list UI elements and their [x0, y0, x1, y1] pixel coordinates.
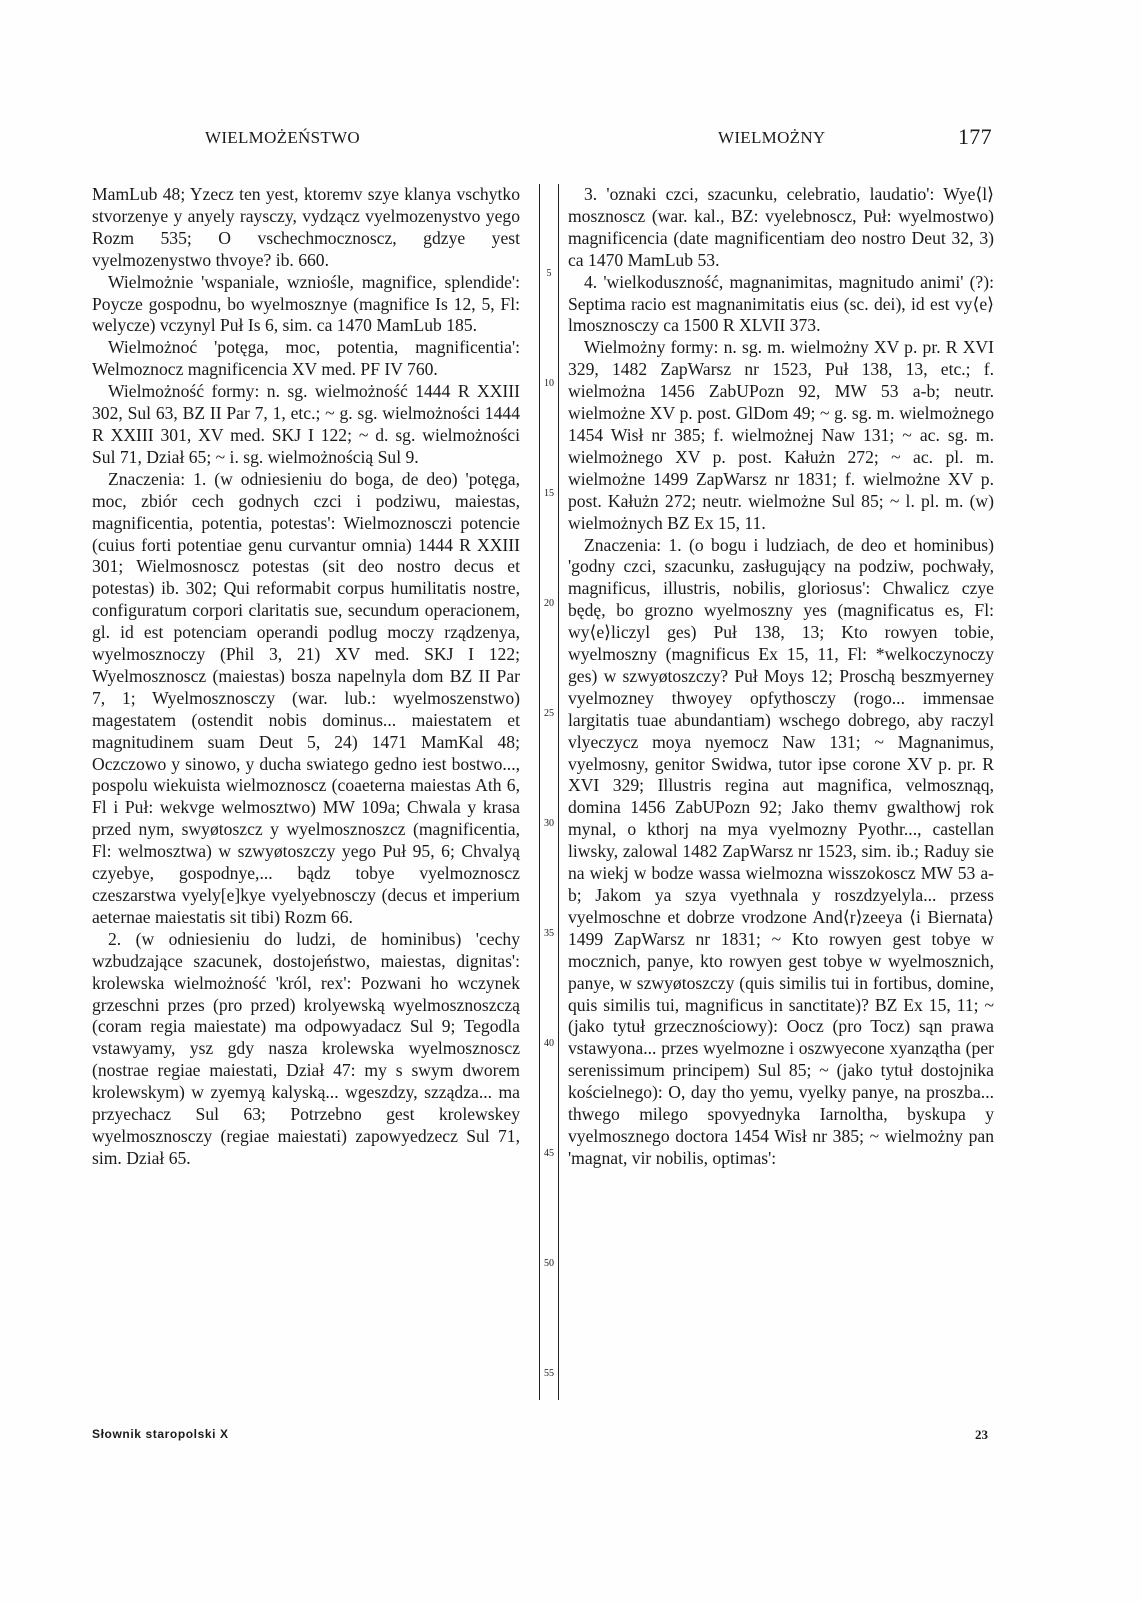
footer-title: Słownik staropolski X [92, 1427, 229, 1441]
entry-continuation: MamLub 48; Yzecz ten yest, ktoremv szye klanya vschytko stvorzenye y anyely raysczy, vydząсz vyelmozenystvo yego Rozm 535; O vschechmocznoscz, gdzye yest vyelmozenystwo thvoye? ib. 660. [92, 184, 520, 270]
entry-wielmoznosc-meaning-3: 3. 'oznaki czci, szacunku, celebratio, laudatio': Wye⟨l⟩mosznoscz (war. kal., BZ: vyelebnoscz, Puł: wyelmostwo) magnificencia (date magnificentiam deo nostro Deut 32, 3) ca 1470 MamLub 53. [568, 184, 994, 270]
line-number: 45 [540, 1148, 558, 1159]
entry-wielmozny-forms: Wielmożny formy: n. sg. m. wielmożny XV p. pr. R XVI 329, 1482 ZapWarsz nr 1523, Puł 138, 13, etc.; f. wielmożna 1456 ZabUPozn 92, MW 53 a-b; neutr. wielmożne XV p. post. GlDom 49; ~ g. sg. m. wielmożnego 1454 Wisł nr 385; f. wielmożnej Naw 131; ~ ac. sg. m. wielmożnego XV p. post. Kałużn 272; ~ ac. pl. m. wielmożne 1499 ZapWarsz nr 1831; f. wielmożne XV p. post. Kałużn 272; neutr. wielmożne Sul 85; ~ l. pl. m. (w) wielmożnych BZ Ex 15, 11. [568, 337, 994, 533]
signature-mark: 23 [975, 1427, 988, 1442]
running-head-right: WIELMOŻNY [718, 128, 826, 147]
entry-wielmoznosc-forms: Wielmożność formy: n. sg. wielmożność 1444 R XXIII 302, Sul 63, BZ II Par 7, 1, etc.; ~ g. sg. wielmożności 1444 R XXIII 301, XV med. SKJ I 122; ~ d. sg. wielmożności Sul 71, Dział 65; ~ i. sg. wielmożnością Sul 9. [92, 381, 520, 467]
line-number: 10 [540, 378, 558, 389]
line-number: 15 [540, 488, 558, 499]
right-column [568, 184, 994, 1170]
line-number: 35 [540, 928, 558, 939]
column-rule-right [558, 184, 559, 1400]
left-column [92, 184, 520, 1170]
entry-wielmoznoc: Wielmożnoć 'potęga, moc, potentia, magnificentia': Welmoznocz magnificencia XV med. PF IV 760. [92, 337, 520, 380]
line-number: 25 [540, 708, 558, 719]
line-number: 40 [540, 1038, 558, 1049]
entry-wielmoznosc-meaning-4: 4. 'wielkoduszność, magnanimitas, magnitudo animi' (?): Septima racio est magnanimitatis eius (sc. dei), id est vy⟨e⟩lmosznosczy ca 1500 R XLVII 373. [568, 271, 994, 336]
entry-wielmozny-meaning-1: Znaczenia: 1. (o bogu i ludziach, de deo et hominibus) 'godny czci, szacunku, zasługujący na podziw, pochwały, magnificus, illustris, nobilis, gloriosus': Chwalicz czye będę, bo grozno wyelmoszny yes (magnificatus es, Fl: wy⟨e⟩liczyl ges) Puł 138, 13; Kto rowyen tobie, wyelmoszny (magnificus Ex 15, 11, Fl: *welkoczynoczy ges) w szwyøtoszczy? Puł Moys 12; Proschą beszmyerney vyelmozney thwoyey opfythosczy (rogo... immensae largitatis tuae abundantiam) wschego dobrego, aby raczyl vlyeczycz moya nyemocz Naw 131; ~ Magnanimus, vyelmosny, genitor Swidwa, tutor ipse corone XV p. pr. R XVI 329; Illustris regina aut magnifica, velmosznąq, domina 1456 ZabUPozn 92; Jako themv gwalthowj rok mynal, o kthorj na mya vyelmozny Pyothr..., castellan liwsky, zalowal 1482 ZapWarsz nr 1523, sim. ib.; Raduy sie na wiekj w bodze wassa wielmozna wisszokoscz MW 53 a-b; Jakom ya szya vyethnala y roszdzyelyla... przess vyelmoschne et dobrze vrodzone And⟨r⟩zeeya ⟨i Biernata⟩ 1499 ZapWarsz nr 1831; ~ Kto rowyen gest tobye w mocznich, panye, kto rowyen gest tobye w wyelmosznich, panye, w szwyøtoszczy (quis similis tui in fortibus, domine, quis similis tui, magnificus in sanctitate)? BZ Ex 15, 11; ~ (jako tytuł grzecznościowy): Oocz (pro Tocz) sąn prawa vstawyona... przes wyelmozne i oszwyecone xyanząthа (per serenissimum principem) Sul 85; ~ (jako tytuł dostojnika kościelnego): O, day tho yemu, vyelky panye, na proszba... thwego milego spovyednyka Iarnoltha, byskupa y vyelmosznego doctora 1454 Wisł nr 385; ~ wielmożny pan 'magnat, vir nobilis, optimas': [568, 534, 994, 1168]
line-number: 30 [540, 818, 558, 829]
entry-wielmoznie: Wielmożnie 'wspaniale, wzniośle, magnifice, splendide': Poycze gospodnu, bo wyelmosznye (magnifice Is 12, 5, Fl: welycze) vczynyl Puł Is 6, sim. ca 1470 MamLub 185. [92, 271, 520, 336]
line-number: 55 [540, 1368, 558, 1379]
entry-wielmoznosc-meaning-2: 2. (w odniesieniu do ludzi, de hominibus) 'cechy wzbudzające szacunek, dostojeństwo, maiestas, dignitas': krolewska wielmożność 'król, rex': Pozwani ho wczynek grzeschni przes (pro przed) krolyewską wyelmosznoszczą (coram regia maiestate) ma odpowyadacz Sul 9; Tegodla vstawyamy, ysz gdy nasza krolewska wyelmosznoscz (nostrae regiae maiestati, Dział 47: my s swym dworem krolewskym) w zyemyą kalyską... wgeszdzy, szządza... ma przyechacz Sul 63; Potrzebno gest krolewskey wyelmosznosczy (regiae maiestati) zapowyedzecz Sul 71, sim. Dział 65. [92, 928, 520, 1168]
entry-wielmoznosc-meaning-1: Znaczenia: 1. (w odniesieniu do boga, de deo) 'potęga, moc, zbiór cech godnych czci i podziwu, maiestas, magnificentia, potentia, potestas': Wielmoznosczi potencie (cuius forti potentiae genu curvantur omnia) 1444 R XXIII 301; Wielmosnoscz potestas (sit deo nostro decus et potestas) ib. 302; Qui reformabit corpus humilitatis nostre, configuratum corpori claritatis sue, secundum operacionem, gl. id est potenciam operandi podlug moczy rządzenya, wyelmosznoczy (Phil 3, 21) XV med. SKJ I 122; Wyelmosznoscz (maiestas) bosza napelnyla dom BZ II Par 7, 1; Wyelmosznosczy (war. lub.: wyelmoszenstwo) magestatem (ostendit nobis dominus... maiestatem et magnitudinem suam Deut 5, 24) 1471 MamKal 48; Oczczowo y sinowo, y ducha swiatego gedno iest bostwo..., pospolu wiekuista wielmoznoscz (coaeterna maiestas Ath 6, Fl i Puł: wekvge welmosztwo) MW 109a; Chwala y krasa przed nym, swyøtoszcz y wyelmosznoszcz (magnificentia, Fl: welmosztwa) w szwyøtoszczy yego Puł 95, 6; Chvalyą czyebye, gospodnye,... bądz tobye vyelmoznoscz czeszarstwa vyely[e]kye vyelyebnosczy (decus et imperium aeternae maiestatis sit tibi) Rozm 66. [92, 468, 520, 927]
line-number: 20 [540, 598, 558, 609]
running-head-left: WIELMOŻEŃSTWO [205, 128, 360, 147]
line-number: 5 [540, 268, 558, 279]
page-number: 177 [958, 124, 992, 149]
column-rule-left [539, 184, 540, 1400]
line-number: 50 [540, 1258, 558, 1269]
